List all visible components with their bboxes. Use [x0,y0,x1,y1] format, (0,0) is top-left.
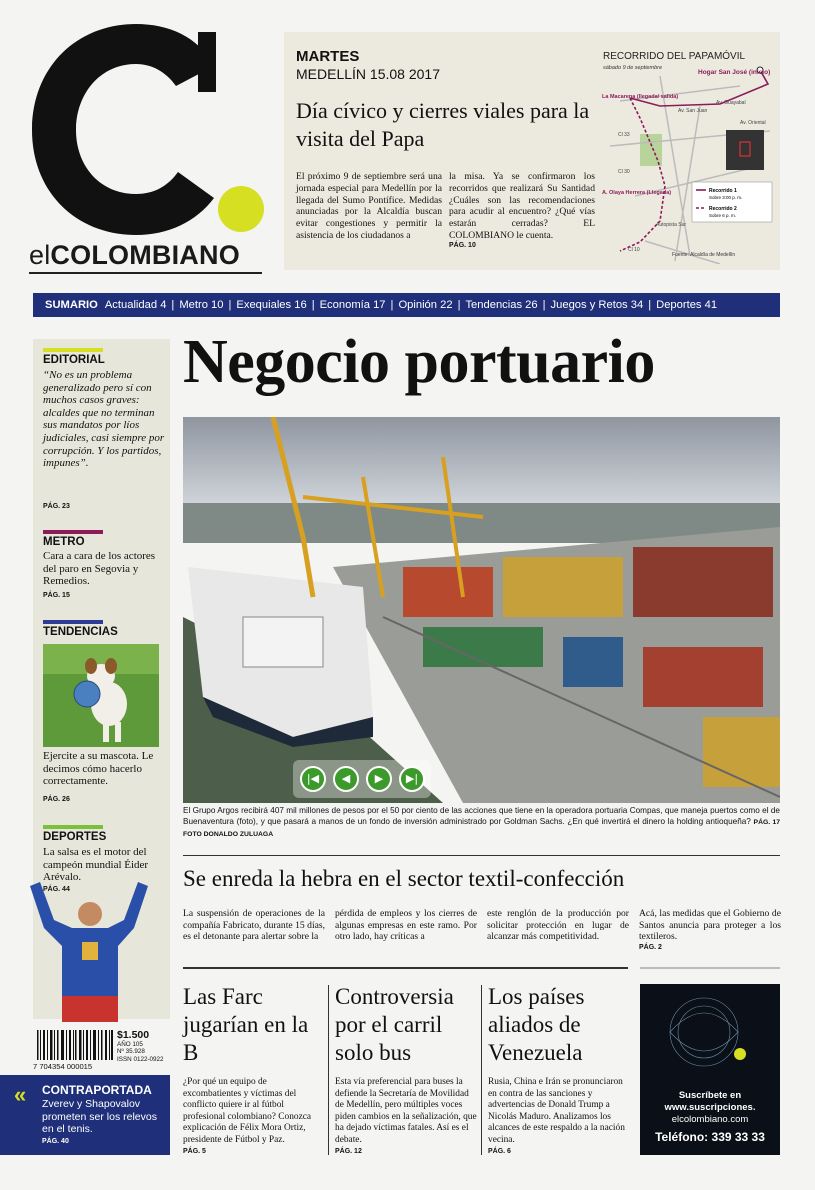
sumario-item[interactable]: Actualidad 4 [104,299,167,311]
editorial-rule [43,348,103,352]
deportes-text: La salsa es el motor del campeón mundial Éider Arévalo. [43,846,149,884]
logo-dot-icon [218,186,264,232]
map-street-guayabal: Av. Guayabal [716,100,746,106]
metro-label[interactable]: METRO [43,536,85,548]
farc-headline[interactable]: Las Farc jugarían en la B [183,984,309,1065]
map-start-label: Hogar San José (inicio) [698,69,771,76]
map-street-oriental: Av. Oriental [740,120,766,126]
sumario-bar: SUMARIO Actualidad 4 | Metro 10 | Exequiales 16 | Economía 17 | Opinión 22 | Tendencias 26 | Juegos y Retos 34 | Deportes 41 [33,293,780,317]
metro-text: Cara a cara de los actores del paro en Segovia y Remedios. [43,550,156,588]
map-street-autopista: Autopista Sur [656,222,687,228]
ad-line3[interactable]: elcolombiano.com [671,1114,749,1125]
edition-day: MARTES [296,48,360,65]
main-headline[interactable]: Negocio portuario [183,328,655,396]
secondary-headline[interactable]: Se enreda la hebra en el sector textil-confección [183,866,625,891]
sumario-item[interactable]: Juegos y Retos 34 [550,299,644,311]
map-subtitle: sábado 9 de septiembre [603,65,663,71]
map-place2-label: A. Olaya Herrera (Llegada) [602,190,672,196]
map-legend-route2: Recorrido 2 [709,206,737,212]
tendencias-label[interactable]: TENDENCIAS [43,626,118,638]
athlete-photo [22,876,154,1022]
tendencias-text: Ejercite a su mascota. Le decimos cómo hacerlo correctamente. [43,750,154,788]
map-locator-icon [726,130,764,170]
contraportada-page: PÁG. 40 [42,1138,69,1145]
secondary-text-col3: este renglón de la producción por solicitar protección en lugar de alcanzar más competitividad. [487,908,629,943]
tendencias-page: PÁG. 26 [43,796,70,803]
editorial-page: PÁG. 23 [43,503,70,510]
deportes-rule [43,825,103,829]
port-photo [183,417,780,803]
map-street-cl33: Cl 33 [618,132,630,138]
caption-credit: FOTO DONALDO ZULUAGA [183,831,274,838]
carril-headline[interactable]: Controversia por el carril solo bus [335,984,454,1065]
logo-rule [29,272,262,274]
issue-info: AÑO 105 Nº 35.928 ISSN 0122-0922 [117,1041,164,1063]
sumario-item[interactable]: Metro 10 [179,299,224,311]
map-legend-route1: Recorrido 1 [709,188,737,194]
top-story-page: PÁG. 10 [449,242,476,249]
dog-photo [43,644,159,747]
ad-line2[interactable]: www.suscripciones. [664,1102,756,1113]
map-source: Fuente: Alcaldía de Medellín [672,252,736,258]
farc-page: PÁG. 5 [183,1148,206,1155]
section-rule [640,967,780,969]
editorial-label[interactable]: EDITORIAL [43,354,105,366]
top-story-text-col2: la misa. Ya se confirmaron los recorridos que realizará Su Santidad ¿Cuáles son las recomendaciones para acudir al encuentro? ¿Qué vías estarán cerradas? EL COLOMBIANO le cuenta. [449,171,595,241]
map-park [640,134,662,166]
contraportada-text: Zverev y Shapovalov prometen ser los relevos en el tenis. [42,1098,157,1136]
carril-page: PÁG. 12 [335,1148,362,1155]
sumario-item[interactable]: Deportes 41 [656,299,718,311]
ad-line1: Suscríbete en [678,1090,742,1101]
editorial-text: “No es un problema generalizado pero sí con muchos casos graves: alcaldes que no terminan sus mandatos por líos judiciales, casi siempre por corrupción. Y los partidos, impunes”. [43,369,165,470]
tendencias-rule [43,620,103,624]
sumario-item[interactable]: Economía 17 [319,299,386,311]
map-legend-route2-time: Sobre 6 p. m. [709,213,737,218]
metro-rule [43,530,103,534]
metro-page: PÁG. 15 [43,592,70,599]
carril-text: Esta vía preferencial para buses la defiende la Secretaría de Movilidad de Medellín, pero múltiples voces piden cambios en la señalización, que ha dejado víctimas fatales. Así es el debate. [335,1077,477,1145]
venezuela-headline[interactable]: Los países aliados de Venezuela [488,984,585,1065]
double-chevron-left-icon: « [14,1082,27,1107]
venezuela-text: Rusia, China e Irán se pronunciaron en contra de las sanciones y advertencias de Donald Trump a Nicolás Maduro. Analizamos los alcances de este respaldo a la nación vecina. [488,1077,625,1145]
photo-caption: El Grupo Argos recibirá 407 mil millones de pesos por el 50 por ciento de las acciones que tiene en la operadora portuaria Compas, que maneja puertos como el de Buenaventura (foto), y que pasará a manos de un fondo de inversión administrado por Goldman Sachs. ¿En qué invertirá el dinero la holding antioqueña? PÁG. 17 FOTO DONALDO ZULUAGA [183,806,781,838]
secondary-page: PÁG. 2 [639,944,662,951]
top-story-text-col1: El próximo 9 de septiembre será una jornada especial para Medellín por la llegada del Sumo Pontífice. Medidas anunciadas por la Alcaldía buscan evitar congestiones y permitir la asistencia de los ciudadanos a [296,171,442,241]
deportes-label[interactable]: DEPORTES [43,831,107,843]
column-divider [481,985,482,1155]
venezuela-page: PÁG. 6 [488,1148,511,1155]
section-rule [183,855,780,856]
secondary-text-col4: Acá, las medidas que el Gobierno de Santos anuncia para proteger a los textileros. [639,908,781,943]
top-story-headline[interactable]: Día cívico y cierres viales para la visita del Papa [296,98,590,151]
secondary-text-col1: La suspensión de operaciones de la compañía Fabricato, durante 15 días, es el detonante para alertar sobre la [183,908,325,943]
deportes-page: PÁG. 44 [43,886,70,893]
sumario-item[interactable]: Exequiales 16 [236,299,307,311]
previous-photo-button[interactable]: ◀ [333,766,359,792]
secondary-text-col2: pérdida de empleos y los cierres de algunas empresas en este ramo. Por otro lado, hay críticas a [335,908,477,943]
map-street-sanjuan: Av. San Juan [678,108,708,114]
ad-phone: Teléfono: 339 33 33 [655,1130,765,1144]
section-rule [183,967,628,969]
map-street-cl30: Cl 30 [618,169,630,175]
edition-date: MEDELLÍN 15.08 2017 [296,66,440,82]
map-legend-route1-time: Sobre 3:00 p. m. [709,195,743,200]
sumario-item[interactable]: Tendencias 26 [465,299,538,311]
column-divider [328,985,329,1155]
ad-dot-icon [734,1048,746,1060]
barcode-number: 7 704354 000015 [33,1062,93,1071]
sumario-label: SUMARIO [45,299,98,311]
farc-text: ¿Por qué un equipo de excombatientes y víctimas del conflicto quiere ir al fútbol profesional colombiano? Conozca explicación de Félix Mora Ortiz, presidente de Fútbol y Paz. [183,1077,312,1145]
logo-wordmark[interactable]: elCOLOMBIANO [29,240,240,270]
caption-page: PÁG. 17 [753,819,781,826]
last-photo-button[interactable]: ▶| [399,766,425,792]
price: $1.500 [117,1029,150,1041]
barcode-icon [37,1030,113,1060]
sumario-item[interactable]: Opinión 22 [398,299,453,311]
next-photo-button[interactable]: ▶ [366,766,392,792]
map-title: RECORRIDO DEL PAPAMÓVIL [603,51,746,62]
logo-c-icon [28,22,228,237]
map-street-cl10: Cl 10 [628,247,640,253]
map-place1-label: La Macarena (llegada/ salida) [602,94,679,100]
first-photo-button[interactable]: |◀ [300,766,326,792]
contraportada-label[interactable]: CONTRAPORTADA [42,1083,152,1097]
papamovil-route-map [600,46,778,264]
